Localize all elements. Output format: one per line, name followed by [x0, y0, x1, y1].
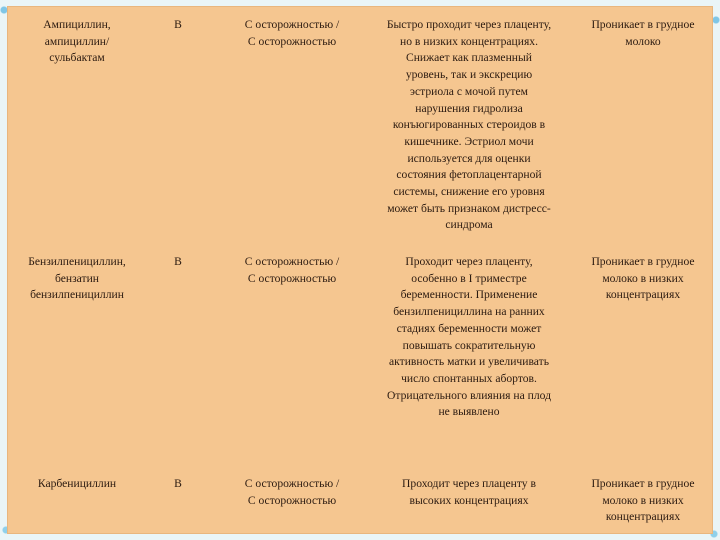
placenta-info-cell: Быстро проходит через плаценту, но в низких концентрациях. Снижает как плазменный уровень, так и экскрецию эстриола с мочой путем нарушения гидролиза конъюгированных стероидов в кишечнике. Эстриол мочи используется для оценки состояния фетоплацентарной системы, снижение его уровня может быть признаком дистресс- синдрома: [386, 18, 552, 232]
drug-name-cell: Карбенициллин: [37, 477, 117, 490]
breast-milk-cell: Проникает в грудное молоко в низких концентрациях: [591, 477, 695, 524]
placenta-info-cell: Проходит через плаценту, особенно в I триместре беременности. Применение бензилпенициллина на ранних стадиях беременности может повышать сократительную активность матки и увеличивать число спонтанных абортов. Отрицательного влияния на плод не выявлено: [387, 255, 551, 419]
breast-milk-cell: Проникает в грудное молоко в низких концентрациях: [591, 255, 695, 302]
pregnancy-use-cell: С осторожностью / С осторожностью: [244, 18, 340, 48]
breast-milk-cell: Проникает в грудное молоко: [591, 18, 695, 48]
pregnancy-use-cell: С осторожностью / С осторожностью: [244, 477, 340, 507]
drug-name-cell: Ампициллин, ампициллин/ сульбактам: [43, 18, 111, 65]
drug-name-cell: Бензилпенициллин, бензатин бензилпенициллин: [28, 255, 126, 302]
fda-category-cell: B: [174, 477, 182, 490]
fda-category-cell: B: [174, 255, 182, 268]
pregnancy-use-cell: С осторожностью / С осторожностью: [244, 255, 340, 285]
drug-table: [7, 6, 713, 534]
fda-category-cell: B: [174, 18, 182, 31]
placenta-info-cell: Проходит через плаценту в высоких концентрациях: [402, 477, 536, 507]
